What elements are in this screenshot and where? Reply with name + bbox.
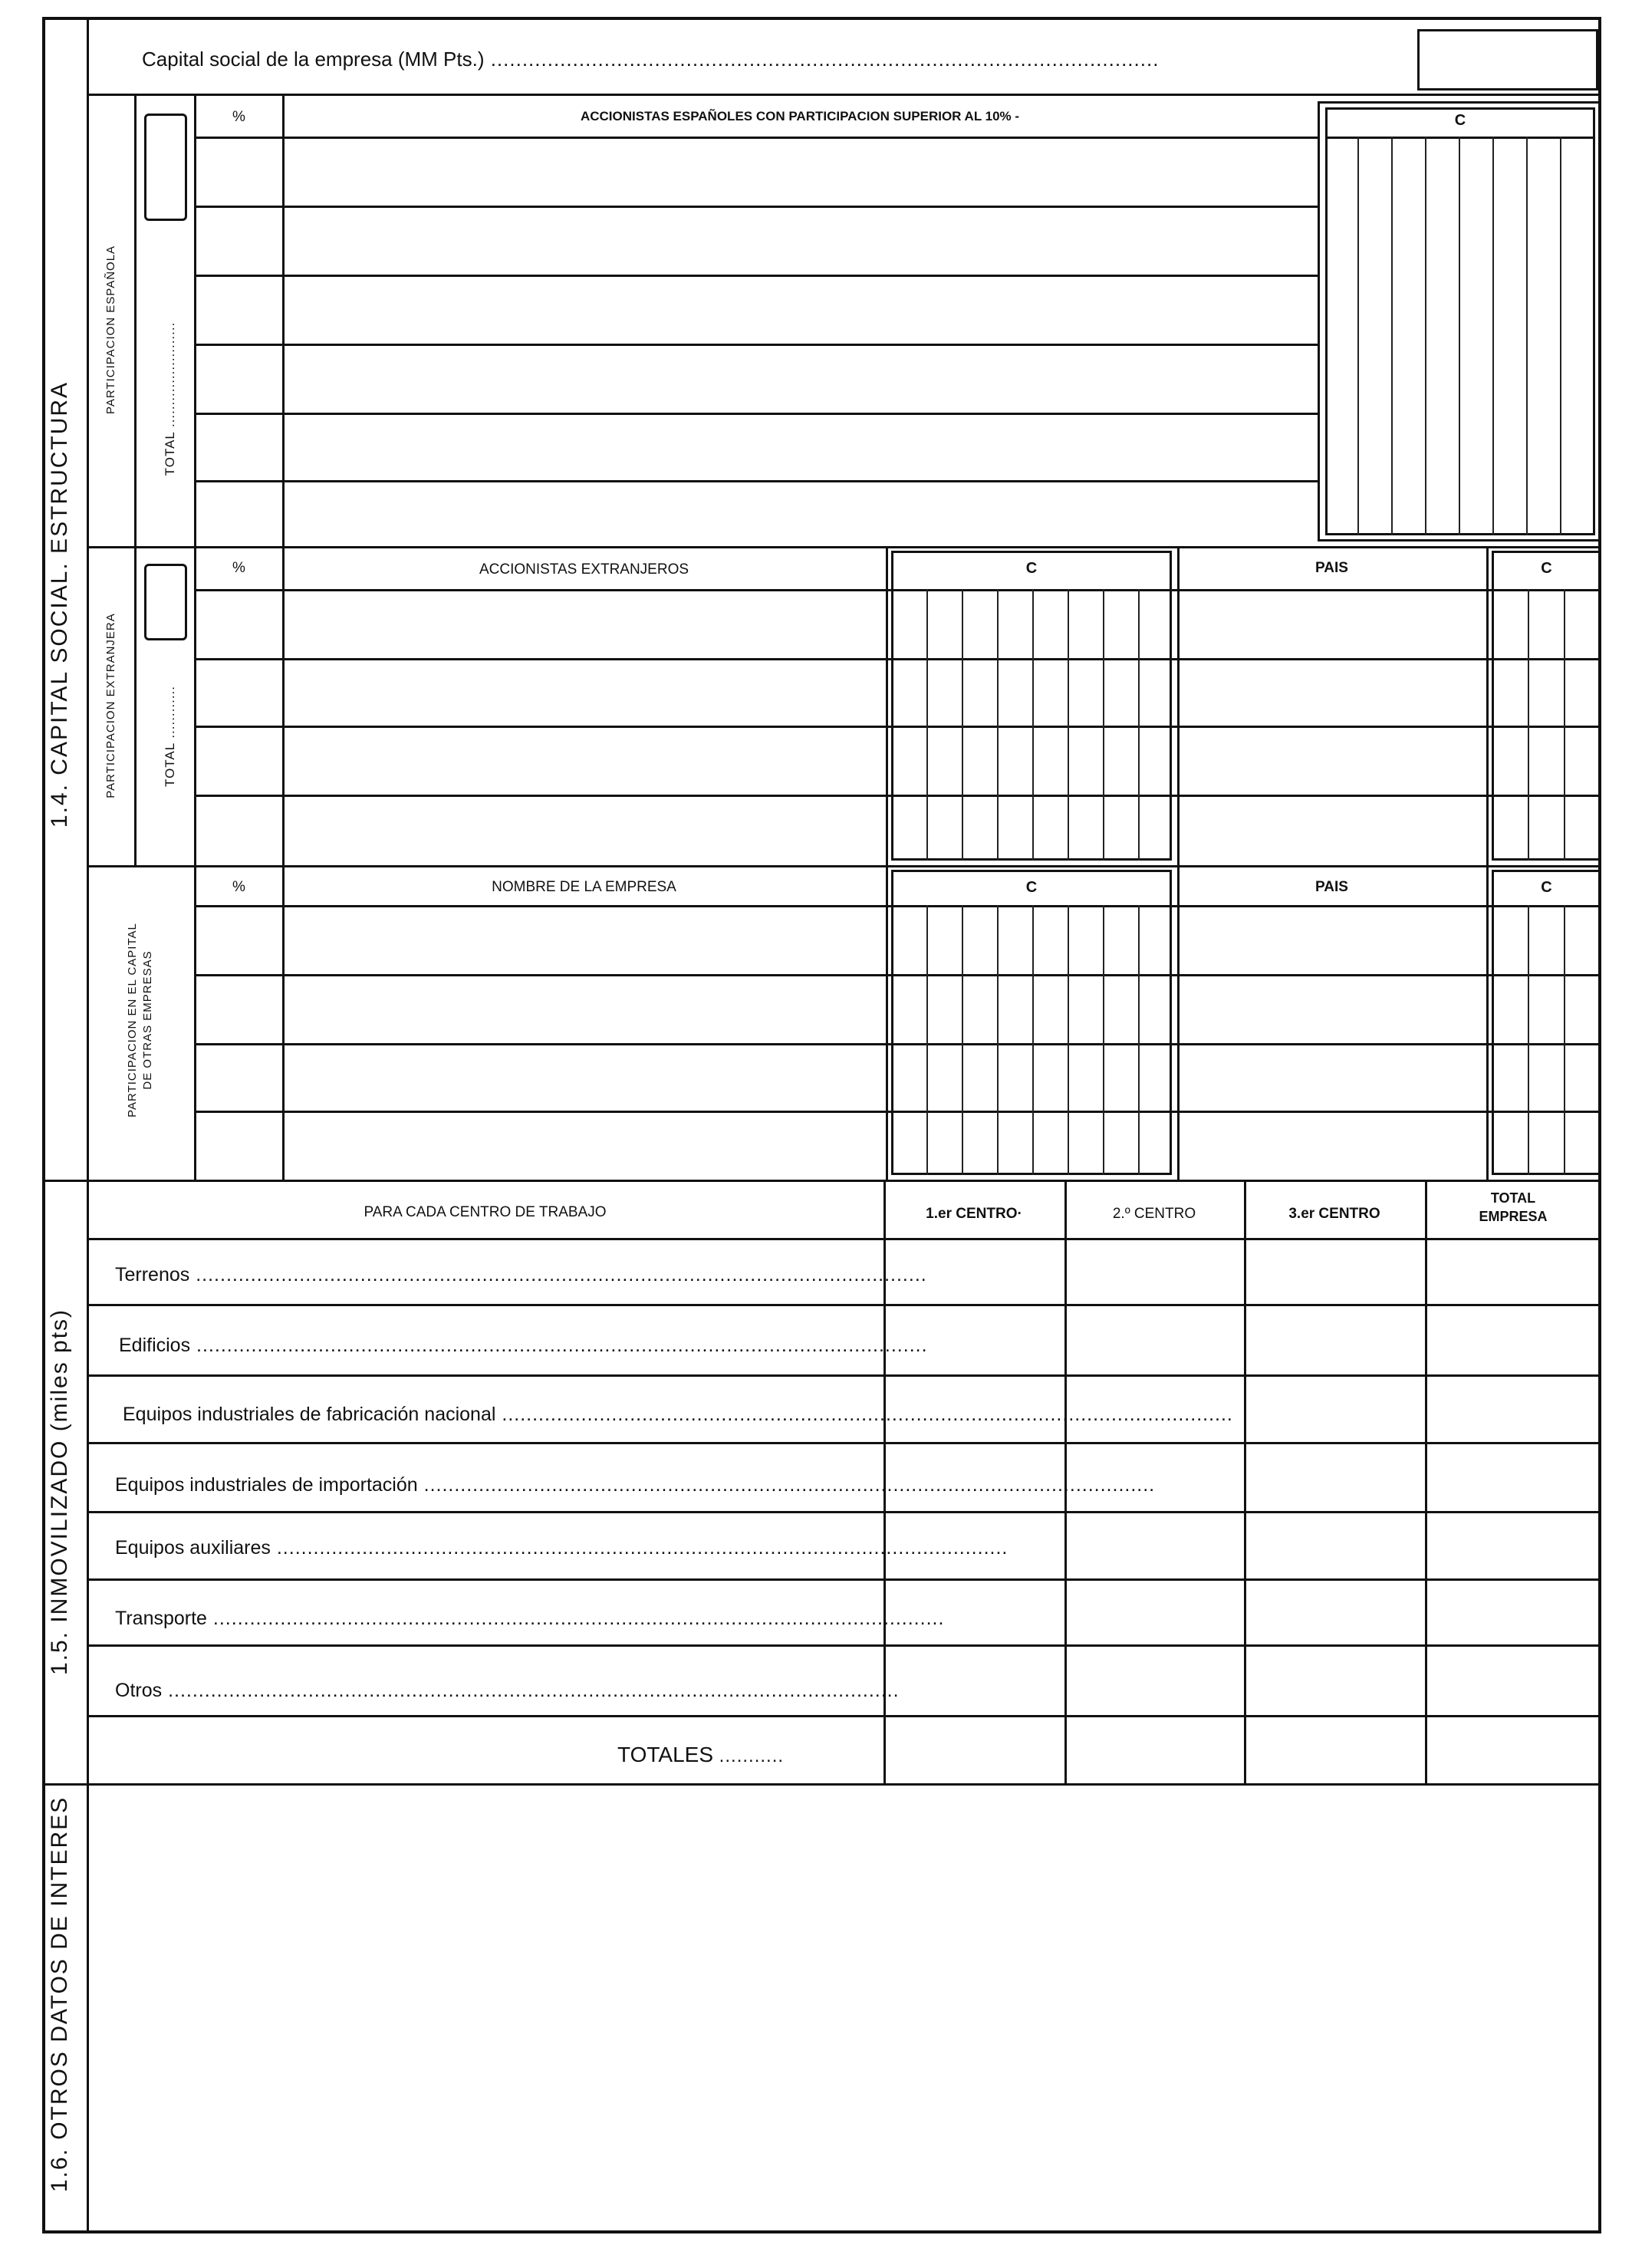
esp-row-line-5 [194, 480, 1318, 482]
inm-row-line-1 [87, 1304, 1601, 1306]
otras-c-col-2 [962, 905, 963, 1175]
otras-c-col-5 [1068, 905, 1069, 1175]
inm-total-header: TOTAL EMPRESA [1479, 1190, 1548, 1224]
otras-c-divider [1177, 865, 1180, 1180]
otras-pais-c-header: C [1541, 879, 1552, 896]
esp-total-label: TOTAL ........................ [163, 321, 177, 476]
ext-c-col-7 [1138, 589, 1140, 861]
inm-row-otros: Otros ........................................................................................................................ [115, 1680, 900, 1701]
ext-c-col-1 [926, 589, 928, 861]
otras-c-col-6 [1103, 905, 1104, 1175]
inm-row-line-6 [87, 1644, 1601, 1647]
esp-pct-header: % [232, 109, 245, 125]
otras-pais-divider [1486, 865, 1489, 1180]
ext-c-box[interactable] [891, 551, 1172, 861]
esp-c-header: C [1454, 112, 1466, 129]
inm-c3-divider [1425, 1180, 1427, 1783]
esp-row-line-3 [194, 344, 1318, 346]
inm-row-transporte: Transporte ........................................................................................................................ [115, 1608, 945, 1629]
ext-c-col-6 [1103, 589, 1104, 861]
inm-row-edificios: Edificios ........................................................................................................................ [119, 1335, 928, 1356]
esp-c-header-line [1325, 137, 1595, 139]
otros-datos-area[interactable] [90, 1787, 1597, 2228]
otras-c-col-4 [1032, 905, 1034, 1175]
capital-row-bottom [87, 94, 1601, 96]
inm-centro1-header: 1.er CENTRO· [926, 1206, 1022, 1222]
section-1-5-bottom [42, 1783, 1601, 1786]
esp-c-box-inner [1325, 107, 1595, 535]
esp-c-col-2 [1391, 137, 1393, 535]
otras-pais-c-box[interactable] [1492, 870, 1601, 1175]
esp-col-header: ACCIONISTAS ESPAÑOLES CON PARTICIPACION SUPERIOR AL 10% - [580, 109, 1020, 123]
ext-c-col-4 [1032, 589, 1034, 861]
inm-c2-divider [1244, 1180, 1246, 1783]
ext-total-label: TOTAL ............ [163, 686, 177, 787]
esp-c-col-5 [1492, 137, 1494, 535]
otras-name-divider [886, 865, 888, 1180]
section-1-4-bottom [42, 1180, 1601, 1182]
otras-c-col-1 [926, 905, 928, 1175]
esp-header-line [194, 137, 1318, 139]
otras-pais-c-header-line [1492, 905, 1601, 907]
ext-pct-header: % [232, 560, 245, 576]
ext-pais-c-header-line [1492, 589, 1601, 591]
ext-c-col-3 [997, 589, 999, 861]
esp-total-divider [194, 94, 196, 546]
otras-pct-divider [282, 865, 285, 1180]
otras-pais-c-col-2 [1564, 905, 1565, 1175]
esp-pct-divider [282, 94, 285, 546]
esp-total-input[interactable] [144, 114, 187, 221]
ext-pais-c-col-1 [1528, 589, 1529, 861]
ext-c-header-line [891, 589, 1172, 591]
inm-row-line-5 [87, 1578, 1601, 1581]
esp-c-col-4 [1459, 137, 1460, 535]
esp-side-label: PARTICIPACION ESPAÑOLA [104, 245, 117, 415]
capital-dots-mask [142, 48, 1415, 78]
otras-pais-c-col-1 [1528, 905, 1529, 1175]
esp-c-col-6 [1526, 137, 1528, 535]
esp-side-divider [134, 94, 137, 546]
section-1-4-title: 1.4. CAPITAL SOCIAL. ESTRUCTURA [47, 380, 72, 828]
inm-centro3-header: 3.er CENTRO [1288, 1206, 1380, 1222]
ext-c-col-2 [962, 589, 963, 861]
otras-col-header: NOMBRE DE LA EMPRESA [492, 879, 676, 895]
esp-c-col-1 [1357, 137, 1359, 535]
inm-row-line-7 [87, 1715, 1601, 1717]
ext-c-header: C [1025, 560, 1038, 577]
ext-pct-divider [282, 546, 285, 865]
title-column-divider [87, 17, 89, 2233]
inm-row-terrenos: Terrenos ........................................................................................................................ [115, 1264, 927, 1285]
section-1-6-title: 1.6. OTROS DATOS DE INTERES [47, 1796, 72, 2193]
esp-block-bottom [87, 546, 1601, 548]
inm-row-line-2 [87, 1374, 1601, 1377]
ext-pais-c-col-2 [1564, 589, 1565, 861]
inm-row-equipos-nac: Equipos industriales de fabricación nacional ........................................................................................................................ [123, 1404, 1233, 1425]
otras-c-box[interactable] [891, 870, 1172, 1175]
ext-pais-header: PAIS [1315, 560, 1348, 576]
esp-row-line-4 [194, 413, 1318, 415]
ext-c-divider [1177, 546, 1180, 865]
otras-c-header-line [891, 905, 1172, 907]
esp-row-line-2 [194, 275, 1318, 277]
otras-pct-header: % [232, 879, 245, 895]
inm-centro2-header: 2.º CENTRO [1112, 1206, 1196, 1222]
ext-total-divider [194, 546, 196, 865]
ext-pais-c-box[interactable] [1492, 551, 1601, 861]
ext-name-divider [886, 546, 888, 865]
ext-c-col-5 [1068, 589, 1069, 861]
ext-col-header: ACCIONISTAS EXTRANJEROS [479, 561, 689, 578]
inm-row-line-3 [87, 1442, 1601, 1444]
ext-pais-c-header: C [1541, 560, 1552, 577]
inm-para-cada-header: PARA CADA CENTRO DE TRABAJO [364, 1204, 607, 1220]
inm-row-line-4 [87, 1511, 1601, 1513]
section-1-5-title: 1.5. INMOVILIZADO (miles pts) [47, 1308, 72, 1676]
esp-c-col-3 [1425, 137, 1426, 535]
ext-block-bottom [87, 865, 1601, 867]
esp-row-line-1 [194, 206, 1318, 208]
ext-side-divider [134, 546, 137, 865]
otras-pct-left [194, 865, 196, 1180]
inm-row-equipos-aux: Equipos auxiliares ........................................................................................................................ [115, 1537, 1008, 1559]
esp-c-col-7 [1560, 137, 1561, 535]
ext-side-label: PARTICIPACION EXTRANJERA [104, 613, 117, 798]
ext-total-input[interactable] [144, 564, 187, 640]
otras-c-col-3 [997, 905, 999, 1175]
otras-c-header: C [1025, 879, 1038, 896]
otras-side-label: PARTICIPACION EN EL CAPITAL DE OTRAS EMPRESAS [126, 923, 154, 1118]
inm-header-line [87, 1238, 1601, 1240]
ext-pais-divider [1486, 546, 1489, 865]
capital-social-input[interactable] [1417, 29, 1598, 91]
capital-social-label: Capital social de la empresa (MM Pts.) .......................................................................................................... [142, 48, 1160, 71]
otras-pais-header: PAIS [1315, 879, 1348, 895]
otras-c-col-7 [1138, 905, 1140, 1175]
inm-row-equipos-imp: Equipos industriales de importación ........................................................................................................................ [115, 1474, 1156, 1496]
inm-row-totales: TOTALES ........... [617, 1743, 785, 1766]
